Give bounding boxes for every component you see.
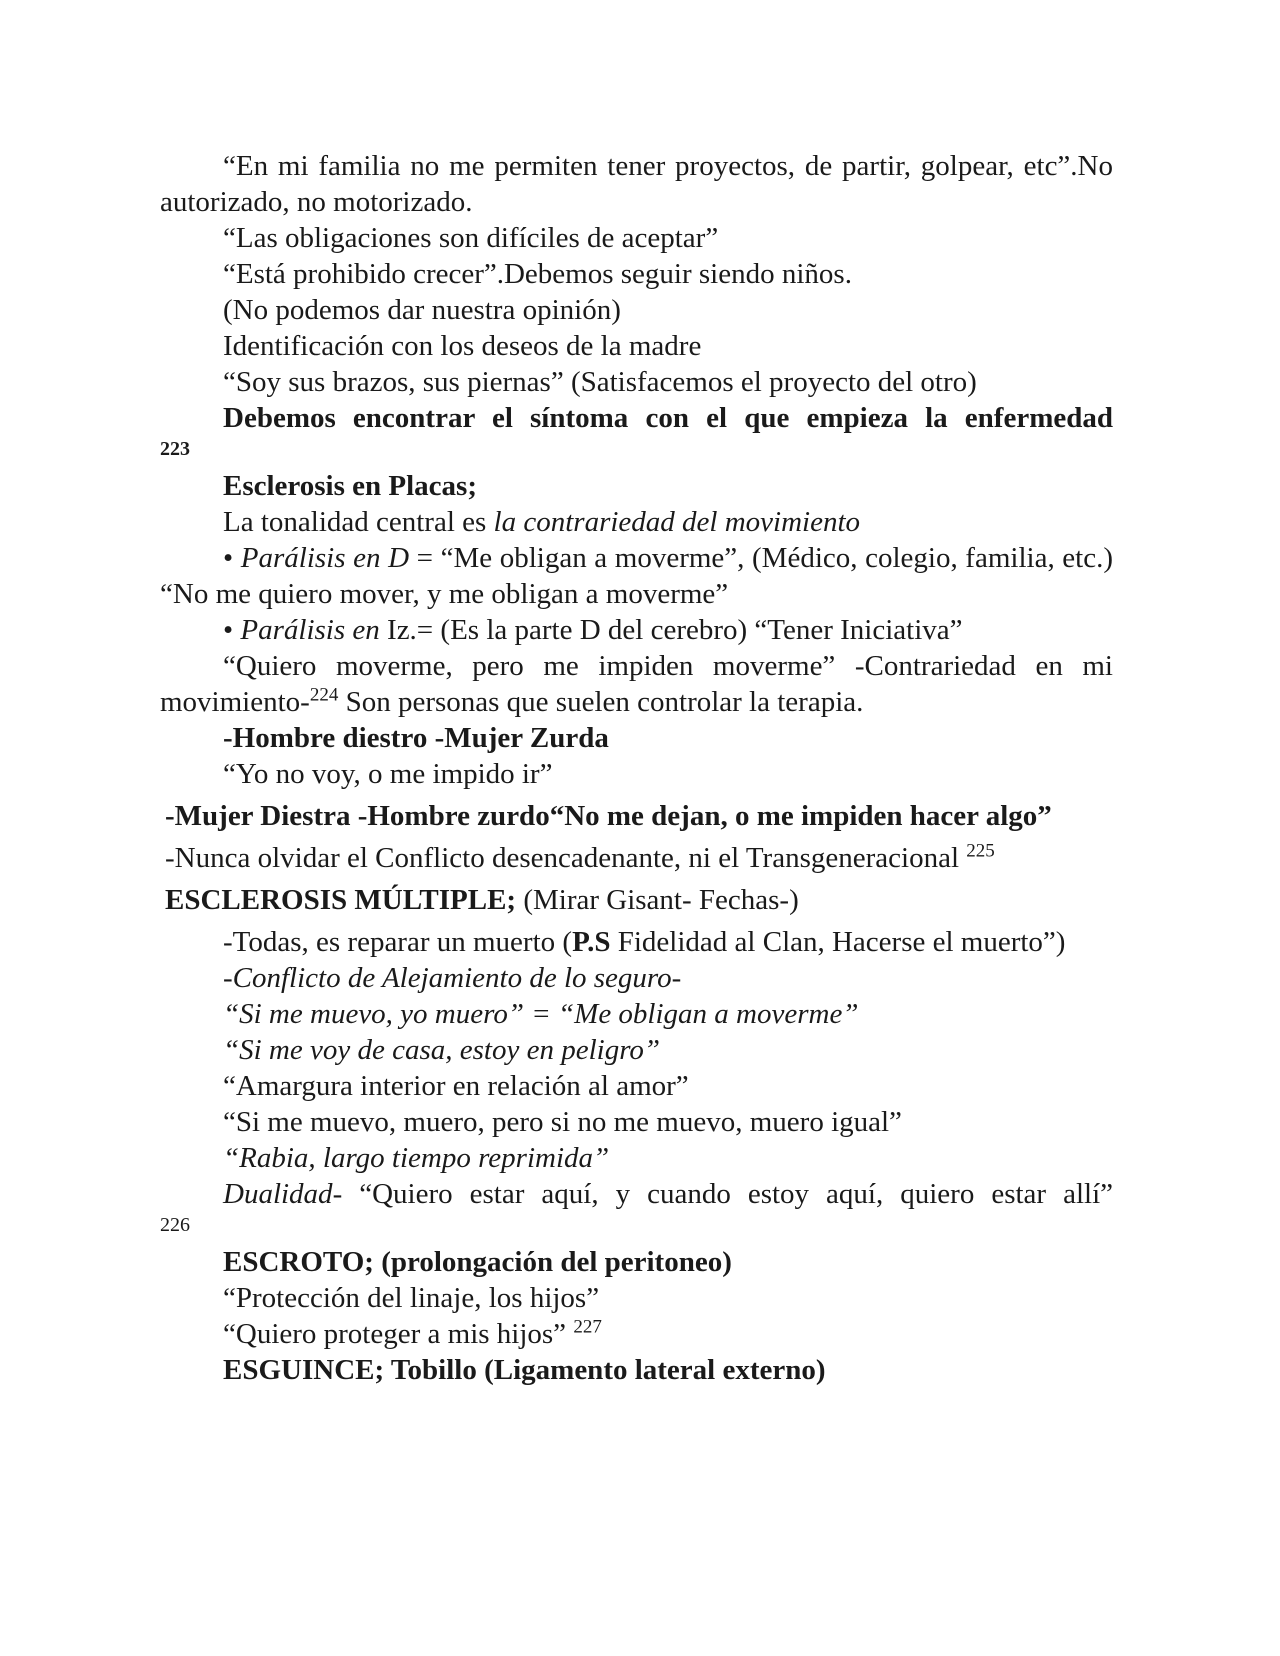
footnote-ref-225: 225	[966, 840, 995, 862]
heading-escroto: ESCROTO; (prolongación del peritoneo)	[223, 1246, 732, 1278]
line-forbidden-grow: “Está prohibido crecer”.Debemos seguir siendo niños.	[223, 258, 852, 290]
line-protect-children: “Quiero proteger a mis hijos” $^{227}$	[223, 1316, 602, 1350]
footnote-ref-224: 224	[309, 684, 339, 706]
line-move-die: “Si me muevo, muero, pero si no me muevo, muero igual”	[223, 1106, 902, 1138]
line-arms-legs: “Soy sus brazos, sus piernas” (Satisfacemos el proyecto del otro)	[223, 366, 977, 398]
line-central-tone: La tonalidad central es la contrariedad del movimiento	[223, 506, 861, 538]
heading-esclerosis-placas: Esclerosis en Placas;	[223, 470, 477, 502]
line-never-forget: -Nunca olvidar el Conflicto desencadenante, ni el Transgeneracional $^{225}$	[165, 840, 995, 874]
line-if-i-move: “Si me muevo, yo muero” = “Me obligan a moverme”	[223, 998, 859, 1030]
line-protection-lineage: “Protección del linaje, los hijos”	[223, 1282, 600, 1314]
line-no-opinion: (No podemos dar nuestra opinión)	[223, 294, 621, 326]
heading-esguince: ESGUINCE; Tobillo (Ligamento lateral externo)	[223, 1354, 826, 1386]
footnote-ref-226: 226	[160, 1214, 190, 1236]
line-find-symptom: Debemos encontrar el síntoma con el que empieza la enfermedad	[223, 402, 1113, 434]
line-duality: Dualidad- “Quiero estar aquí, y cuando estoy aquí, quiero estar allí”	[223, 1178, 1113, 1210]
paragraph-family-projects: “En mi familia no me permiten tener proyectos, de partir, golpear, etc”.No autorizado, no motorizado.	[160, 150, 1113, 218]
paragraph-right-handed-woman: -Mujer Diestra -Hombre zurdo“No me dejan, o me impiden hacer algo”	[165, 800, 1052, 832]
paragraph-repair-dead: -Todas, es reparar un muerto (P.S Fidelidad al Clan, Hacerse el muerto”)	[223, 926, 1066, 958]
line-conflict-distance: -Conflicto de Alejamiento de lo seguro-	[223, 962, 682, 994]
document-page	[160, 148, 1113, 1388]
line-bitterness: “Amargura interior en relación al amor”	[223, 1070, 689, 1102]
paragraph-paralysis-right: • Parálisis en D = “Me obligan a moverme”, (Médico, colegio, familia, etc.) “No me quiero mover, y me obligan a moverme”	[160, 542, 1113, 610]
line-leave-home: “Si me voy de casa, estoy en peligro”	[223, 1034, 661, 1066]
heading-esclerosis-multiple: ESCLEROSIS MÚLTIPLE; (Mirar Gisant- Fechas-)	[165, 884, 799, 916]
line-obligations: “Las obligaciones son difíciles de aceptar”	[223, 222, 719, 254]
line-right-handed-man: -Hombre diestro -Mujer Zurda	[223, 722, 609, 754]
footnote-ref-223: 223	[160, 438, 190, 460]
line-anger: “Rabia, largo tiempo reprimida”	[223, 1142, 610, 1174]
line-paralysis-left: • Parálisis en Iz.= (Es la parte D del cerebro) “Tener Iniciativa”	[223, 614, 963, 646]
line-i-dont-go: “Yo no voy, o me impido ir”	[223, 758, 553, 790]
paragraph-want-move: “Quiero moverme, pero me impiden moverme” -Contrariedad en mi movimiento-$^{224}$ Son personas que suelen controlar la terapia.	[160, 650, 1113, 718]
line-identification-mother: Identificación con los deseos de la madre	[223, 330, 702, 362]
footnote-ref-227: 227	[573, 1316, 602, 1338]
